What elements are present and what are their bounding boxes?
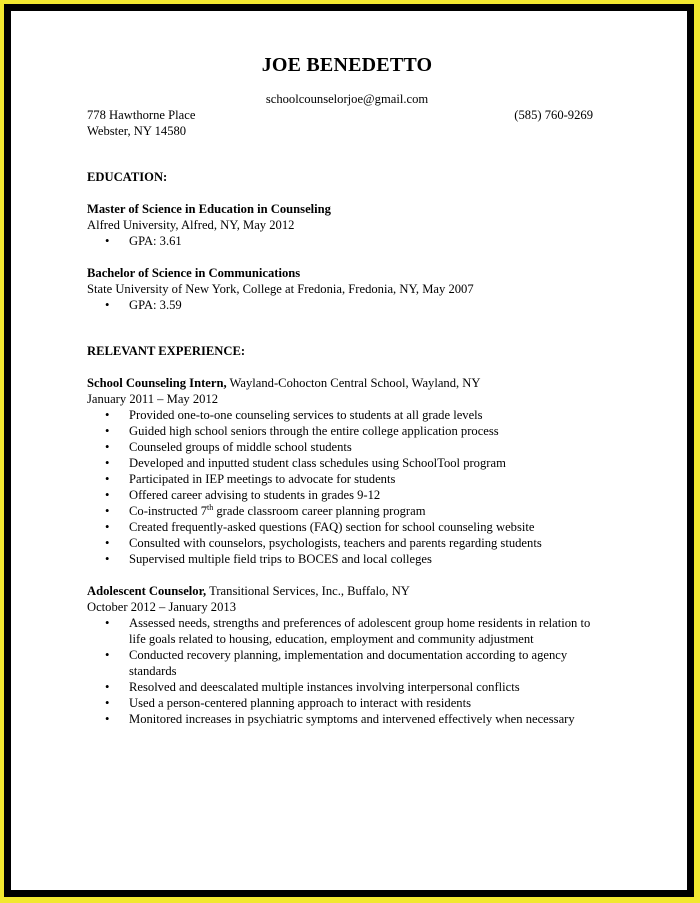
list-item-text: Participated in IEP meetings to advocate for students (129, 472, 396, 486)
job-title: School Counseling Intern, (87, 376, 227, 390)
bullet-icon: • (105, 408, 110, 422)
list-item (105, 711, 607, 727)
bullet-icon: • (105, 440, 110, 454)
bullet-icon: • (105, 488, 110, 502)
bullet-icon: • (105, 680, 110, 694)
page-frame (4, 4, 694, 897)
city-state-zip: Webster, NY 14580 (87, 124, 187, 138)
job-entry (87, 375, 607, 567)
job-header (87, 375, 607, 391)
degree-title: Master of Science in Education in Counseling (87, 202, 331, 216)
list-item (105, 439, 607, 455)
list-item-text: Guided high school seniors through the entire college application process (129, 424, 499, 438)
list-item (105, 455, 607, 471)
list-item (105, 502, 607, 519)
list-item-text: Consulted with counselors, psychologists, teachers and parents regarding students (129, 536, 542, 550)
list-item-text: Provided one-to-one counseling services to students at all grade levels (129, 408, 483, 422)
list-item (105, 647, 607, 679)
resume-page (11, 11, 687, 890)
bullet-icon: • (105, 520, 110, 534)
list-item-text: Created frequently-asked questions (FAQ) section for school counseling website (129, 520, 535, 534)
bullet-icon: • (105, 298, 110, 312)
bullet-icon: • (105, 552, 110, 566)
job-employer: Wayland-Cohocton Central School, Wayland, NY (226, 376, 481, 390)
bullet-icon: • (105, 712, 110, 726)
job-entry (87, 583, 607, 727)
job-employer: Transitional Services, Inc., Buffalo, NY (206, 584, 410, 598)
gpa-text: GPA: 3.61 (129, 234, 182, 248)
list-item (105, 679, 607, 695)
street-address: 778 Hawthorne Place (87, 108, 196, 122)
list-item (105, 695, 607, 711)
list-item (105, 535, 607, 551)
job-dates: January 2011 – May 2012 (87, 392, 219, 406)
list-item-text: Developed and inputted student class schedules using SchoolTool program (129, 456, 506, 470)
list-item-text: Resolved and deescalated multiple instances involving interpersonal conflicts (129, 680, 520, 694)
list-item-text: Co-instructed 7 (129, 504, 207, 518)
list-item-text: Used a person-centered planning approach to interact with residents (129, 696, 472, 710)
degree-entry (87, 265, 607, 313)
job-dates: October 2012 – January 2013 (87, 600, 236, 614)
ordinal-suffix: th (207, 502, 214, 512)
bullet-icon: • (105, 424, 110, 438)
degree-title: Bachelor of Science in Communications (87, 266, 301, 280)
list-item (105, 471, 607, 487)
phone-number: (585) 760-9269 (514, 108, 593, 122)
gpa-text: GPA: 3.59 (129, 298, 182, 312)
resume-content (87, 53, 607, 727)
job-title: Adolescent Counselor, (87, 584, 207, 598)
list-item-text: Monitored increases in psychiatric symptoms and intervened effectively when necessary (129, 712, 575, 726)
job-bullets (87, 615, 607, 727)
experience-heading: RELEVANT EXPERIENCE: (87, 344, 246, 358)
job-header (87, 583, 607, 599)
degree-school: State University of New York, College at Fredonia, Fredonia, NY, May 2007 (87, 282, 474, 296)
degree-bullets (87, 297, 607, 313)
list-item (105, 407, 607, 423)
address-row (87, 107, 607, 123)
list-item (105, 551, 607, 567)
degree-school: Alfred University, Alfred, NY, May 2012 (87, 218, 295, 232)
list-item (105, 487, 607, 503)
list-item (105, 423, 607, 439)
list-item (105, 297, 607, 313)
candidate-name: JOE BENEDETTO (261, 54, 433, 76)
degree-bullets (87, 233, 607, 249)
bullet-icon: • (105, 648, 110, 662)
list-item-text: Assessed needs, strengths and preferences of adolescent group home residents in relation to life goals related to housing, education, employment and community adjustment (129, 616, 591, 646)
list-item-text: grade classroom career planning program (213, 504, 426, 518)
bullet-icon: • (105, 234, 110, 248)
list-item (105, 519, 607, 535)
bullet-icon: • (105, 456, 110, 470)
email-address: schoolcounselorjoe@gmail.com (265, 92, 429, 106)
list-item (105, 233, 607, 249)
bullet-icon: • (105, 696, 110, 710)
list-item (105, 615, 607, 647)
list-item-text: Supervised multiple field trips to BOCES and local colleges (129, 552, 432, 566)
job-bullets (87, 407, 607, 567)
list-item-text: Conducted recovery planning, implementation and documentation according to agency standards (129, 648, 568, 678)
bullet-icon: • (105, 504, 110, 518)
bullet-icon: • (105, 536, 110, 550)
degree-entry (87, 201, 607, 249)
education-heading: EDUCATION: (87, 170, 168, 184)
bullet-icon: • (105, 616, 110, 630)
list-item-text: Offered career advising to students in grades 9-12 (129, 488, 381, 502)
list-item-text: Counseled groups of middle school students (129, 440, 352, 454)
bullet-icon: • (105, 472, 110, 486)
